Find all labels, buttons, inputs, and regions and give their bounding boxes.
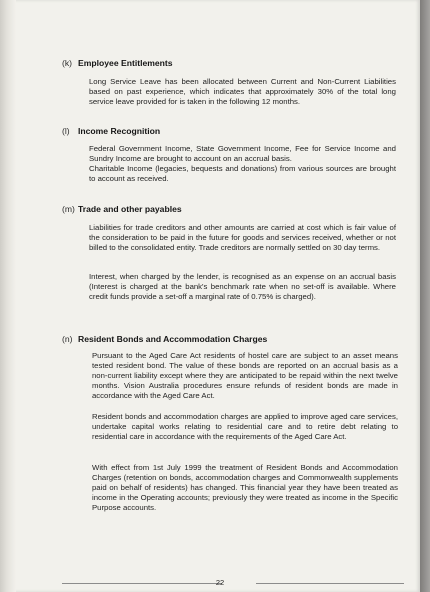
section-letter: (l) (62, 126, 70, 136)
paragraph: Resident bonds and accommodation charges are applied to improve aged care services, undertake capital works relating to residential care and to retire debt relating to residential care in accordance with the requirements of the Aged Care Act. (92, 412, 398, 441)
paragraph: With effect from 1st July 1999 the treatment of Resident Bonds and Accommodation Charges (retention on bonds, accommodation charges and Commonwealth supplements paid on behalf of residents) has changed. This financial year they have been treated as income in the Operating accounts; previously they were treated as income in the Specific Purpose accounts. (92, 463, 398, 512)
page-edge (420, 0, 430, 592)
section-letter: (n) (62, 334, 73, 344)
paragraph: Liabilities for trade creditors and other amounts are carried at cost which is fair value of the consideration to be paid in the future for goods and services received, whether or not billed to the consolidated entity. Trade creditors are normally settled on 30 day terms. (89, 223, 396, 252)
section-letter: (m) (62, 204, 75, 214)
section-title: Resident Bonds and Accommodation Charges (78, 334, 268, 344)
page-number: 22 (215, 578, 225, 587)
paragraph: Interest, when charged by the lender, is recognised as an expense on an accrual basis (Interest is charged at the bank's benchmark rate when no set-off is available. Where credit funds provide a set-off a marginal rate of 0.75% is charged). (89, 272, 396, 301)
binding-shadow (0, 0, 16, 592)
section-letter: (k) (62, 58, 73, 68)
footer-rule-left (62, 583, 222, 584)
paragraph: Charitable Income (legacies, bequests and donations) from various sources are brought to account as received. (89, 164, 396, 183)
section-title: Employee Entitlements (78, 58, 173, 68)
paragraph: Long Service Leave has been allocated between Current and Non-Current Liabilities based on past experience, which indicates that approximately 30% of the total long service leave provided for is taken in the following 12 months. (89, 77, 396, 106)
section-heading (62, 125, 160, 137)
section-heading (62, 203, 182, 215)
section-heading (62, 333, 267, 345)
section-heading (62, 57, 173, 69)
section-title: Income Recognition (78, 126, 161, 136)
footer-rule-right (256, 583, 404, 584)
paragraph: Federal Government Income, State Government Income, Fee for Service Income and Sundry Income are brought to account on an accrual basis. (89, 144, 396, 163)
section-title: Trade and other payables (78, 204, 182, 214)
paragraph: Pursuant to the Aged Care Act residents of hostel care are subject to an asset means tested resident bond. The value of these bonds are reported on an accrual basis as a non-current liability except where they are anticipated to be repaid within the next twelve months. Vision Australia procedures ensure refunds of resident bonds are made in accordance with the Aged Care Act. (92, 351, 398, 400)
